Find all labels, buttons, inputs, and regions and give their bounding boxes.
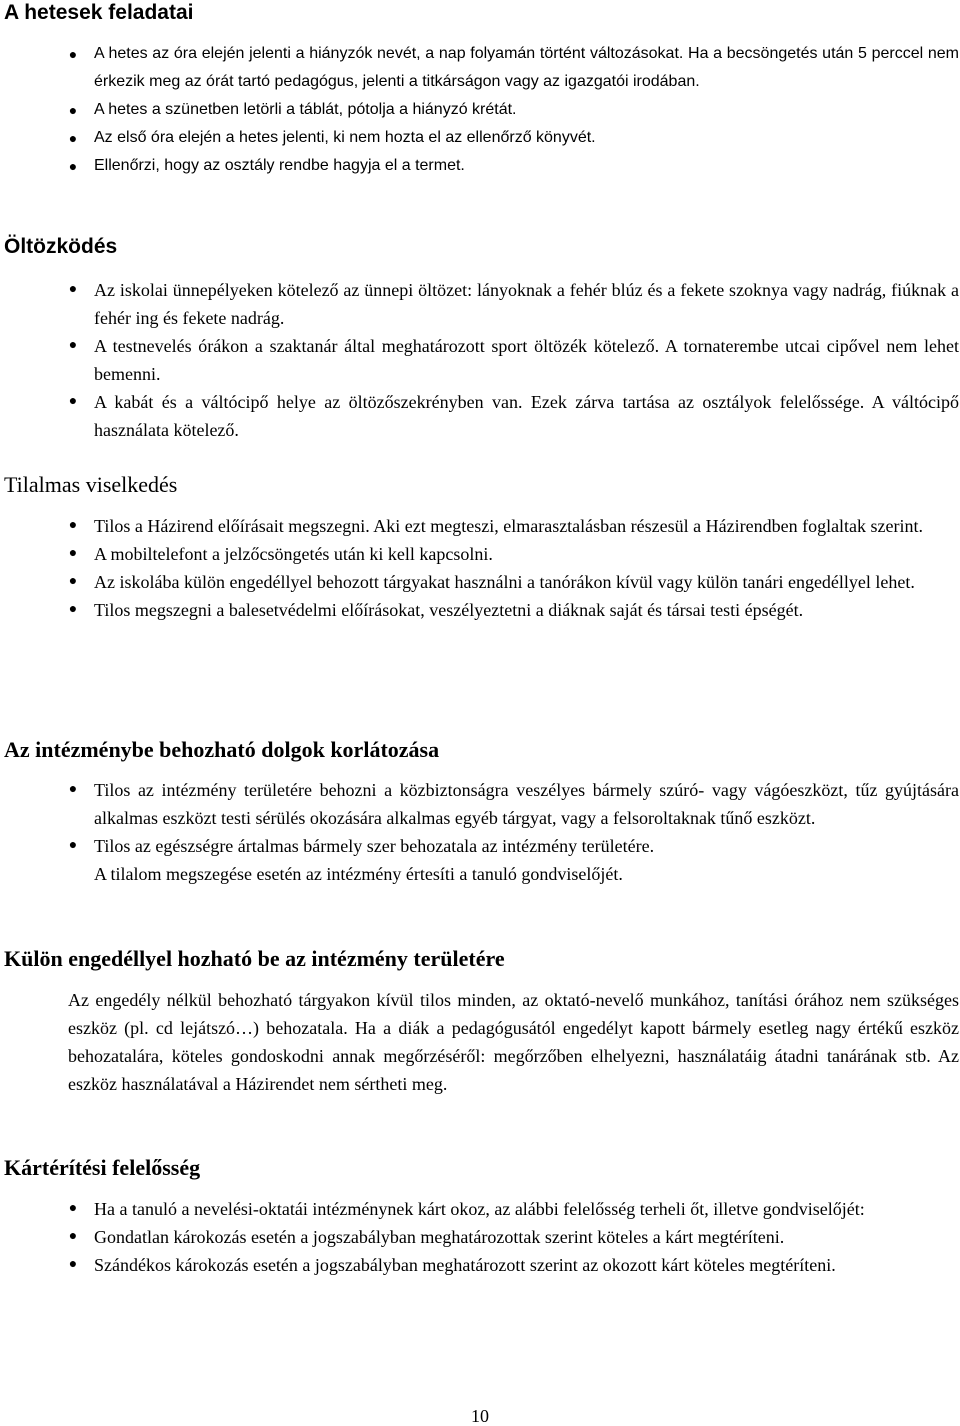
bullet-icon: ● — [68, 574, 78, 589]
list-item: ● Ha a tanuló a nevelési-oktatái intézménynek kárt okoz, az alábbi felelősség terheli őt, illetve gondviselőjét: — [94, 1195, 959, 1223]
list-item: ● Tilos az egészségre ártalmas bármely szer behozatala az intézmény területére. A tilalom megszegése esetén az intézmény értesíti a tanuló gondviselőjét. — [94, 832, 959, 888]
heading-karterites: Kártérítési felelősség — [4, 1155, 201, 1180]
list-item: ● Tilos megszegni a balesetvédelmi előírásokat, veszélyeztetni a diáknak saját és társai testi épségét. — [94, 596, 959, 624]
bullet-icon: ● — [68, 838, 78, 853]
bullet-icon: ● — [68, 130, 78, 146]
list-item: ● A kabát és a váltócipő helye az öltözőszekrényben van. Ezek zárva tartása az osztályok felelőssége. A váltócipő használata kötelező. — [94, 388, 959, 444]
bullet-icon: ● — [68, 338, 78, 353]
heading-engedely: Külön engedéllyel hozható be az intézmény területére — [4, 946, 505, 971]
list-item: ● A testnevelés órákon a szaktanár által meghatározott sport öltözék kötelező. A tornaterembe utcai cipővel nem lehet bemenni. — [94, 332, 959, 388]
list-item: ● Az iskolai ünnepélyeken kötelező az ünnepi öltözet: lányoknak a fehér blúz és a fekete szoknya vagy nadrág, fiúknak a fehér ing és fekete nadrág. — [94, 276, 959, 332]
heading-tilalmas: Tilalmas viselkedés — [4, 472, 178, 497]
bullet-icon: ● — [68, 282, 78, 297]
list-item: ● Tilos az intézmény területére behozni a közbiztonságra veszélyes bármely szúró- vagy vágóeszközt, tűz gyújtására alkalmas eszközt testi sérülés okozására alkalmas egyéb tárgyat, vagy a felsoroltaknak tűnő eszközt. — [94, 776, 959, 832]
bullet-icon: ● — [68, 46, 78, 62]
bullet-icon: ● — [68, 102, 78, 118]
list-korlatozas — [68, 776, 959, 888]
paragraph-engedely: Az engedély nélkül behozható tárgyakon kívül tilos minden, az oktató-nevelő munkához, tanítási órához nem szükséges eszköz (pl. cd lejátszó…) behozatala. Ha a diák a pedagógusától engedélyt kapott bármely esetleg nagy értékű eszköz behozatalára, köteles gondoskodni annak megőrzéséről: megőrzőben elhelyezni, használatáig átadni tanárának stb. Az eszköz használatával a Házirendet nem sértheti meg. — [68, 990, 959, 1094]
heading-korlatozas: Az intézménybe behozható dolgok korlátozása — [4, 737, 440, 762]
bullet-icon: ● — [68, 546, 78, 561]
bullet-icon: ● — [68, 1257, 78, 1272]
list-item: ● A hetes az óra elején jelenti a hiányzók nevét, a nap folyamán történt változásokat. Ha a becsöngetés után 5 perccel nem érkezik meg az órát tartó pedagógus, jelenti a titkárságon vagy az igazgatói irodában. — [94, 40, 959, 96]
list-hetesek — [68, 40, 959, 180]
list-item: ● Ellenőrzi, hogy az osztály rendbe hagyja el a termet. — [94, 152, 959, 180]
heading-hetesek: A hetesek feladatai — [4, 1, 194, 24]
list-item: ● Az iskolába külön engedéllyel behozott tárgyakat használni a tanórákon kívül vagy külön tanári engedéllyel lehet. — [94, 568, 959, 596]
bullet-icon: ● — [68, 158, 78, 174]
bullet-icon: ● — [68, 394, 78, 409]
note-text: A tilalom megszegése esetén az intézmény értesíti a tanuló gondviselőjét. — [94, 864, 623, 884]
list-item: ● A mobiltelefont a jelzőcsöngetés után ki kell kapcsolni. — [94, 540, 959, 568]
list-item: ● Tilos a Házirend előírásait megszegni. Aki ezt megteszi, elmarasztalásban részesül a Házirendben foglaltak szerint. — [94, 512, 959, 540]
list-item: ● Az első óra elején a hetes jelenti, ki nem hozta el az ellenőrző könyvét. — [94, 124, 959, 152]
bullet-icon: ● — [68, 782, 78, 797]
list-item: ● Szándékos károkozás esetén a jogszabályban meghatározott szerint az okozott kárt köteles megtéríteni. — [94, 1251, 959, 1279]
list-karterites — [68, 1195, 959, 1279]
list-oltozkodes — [68, 276, 959, 444]
bullet-icon: ● — [68, 1201, 78, 1216]
bullet-icon: ● — [68, 1229, 78, 1244]
bullet-icon: ● — [68, 602, 78, 617]
list-item: ● A hetes a szünetben letörli a táblát, pótolja a hiányzó krétát. — [94, 96, 959, 124]
page-number: 10 — [471, 1406, 489, 1426]
list-item: ● Gondatlan károkozás esetén a jogszabályban meghatározottak szerint köteles a kárt megtéríteni. — [94, 1223, 959, 1251]
heading-oltozkodes: Öltözködés — [4, 235, 118, 258]
bullet-icon: ● — [68, 518, 78, 533]
list-tilalmas — [68, 512, 959, 624]
